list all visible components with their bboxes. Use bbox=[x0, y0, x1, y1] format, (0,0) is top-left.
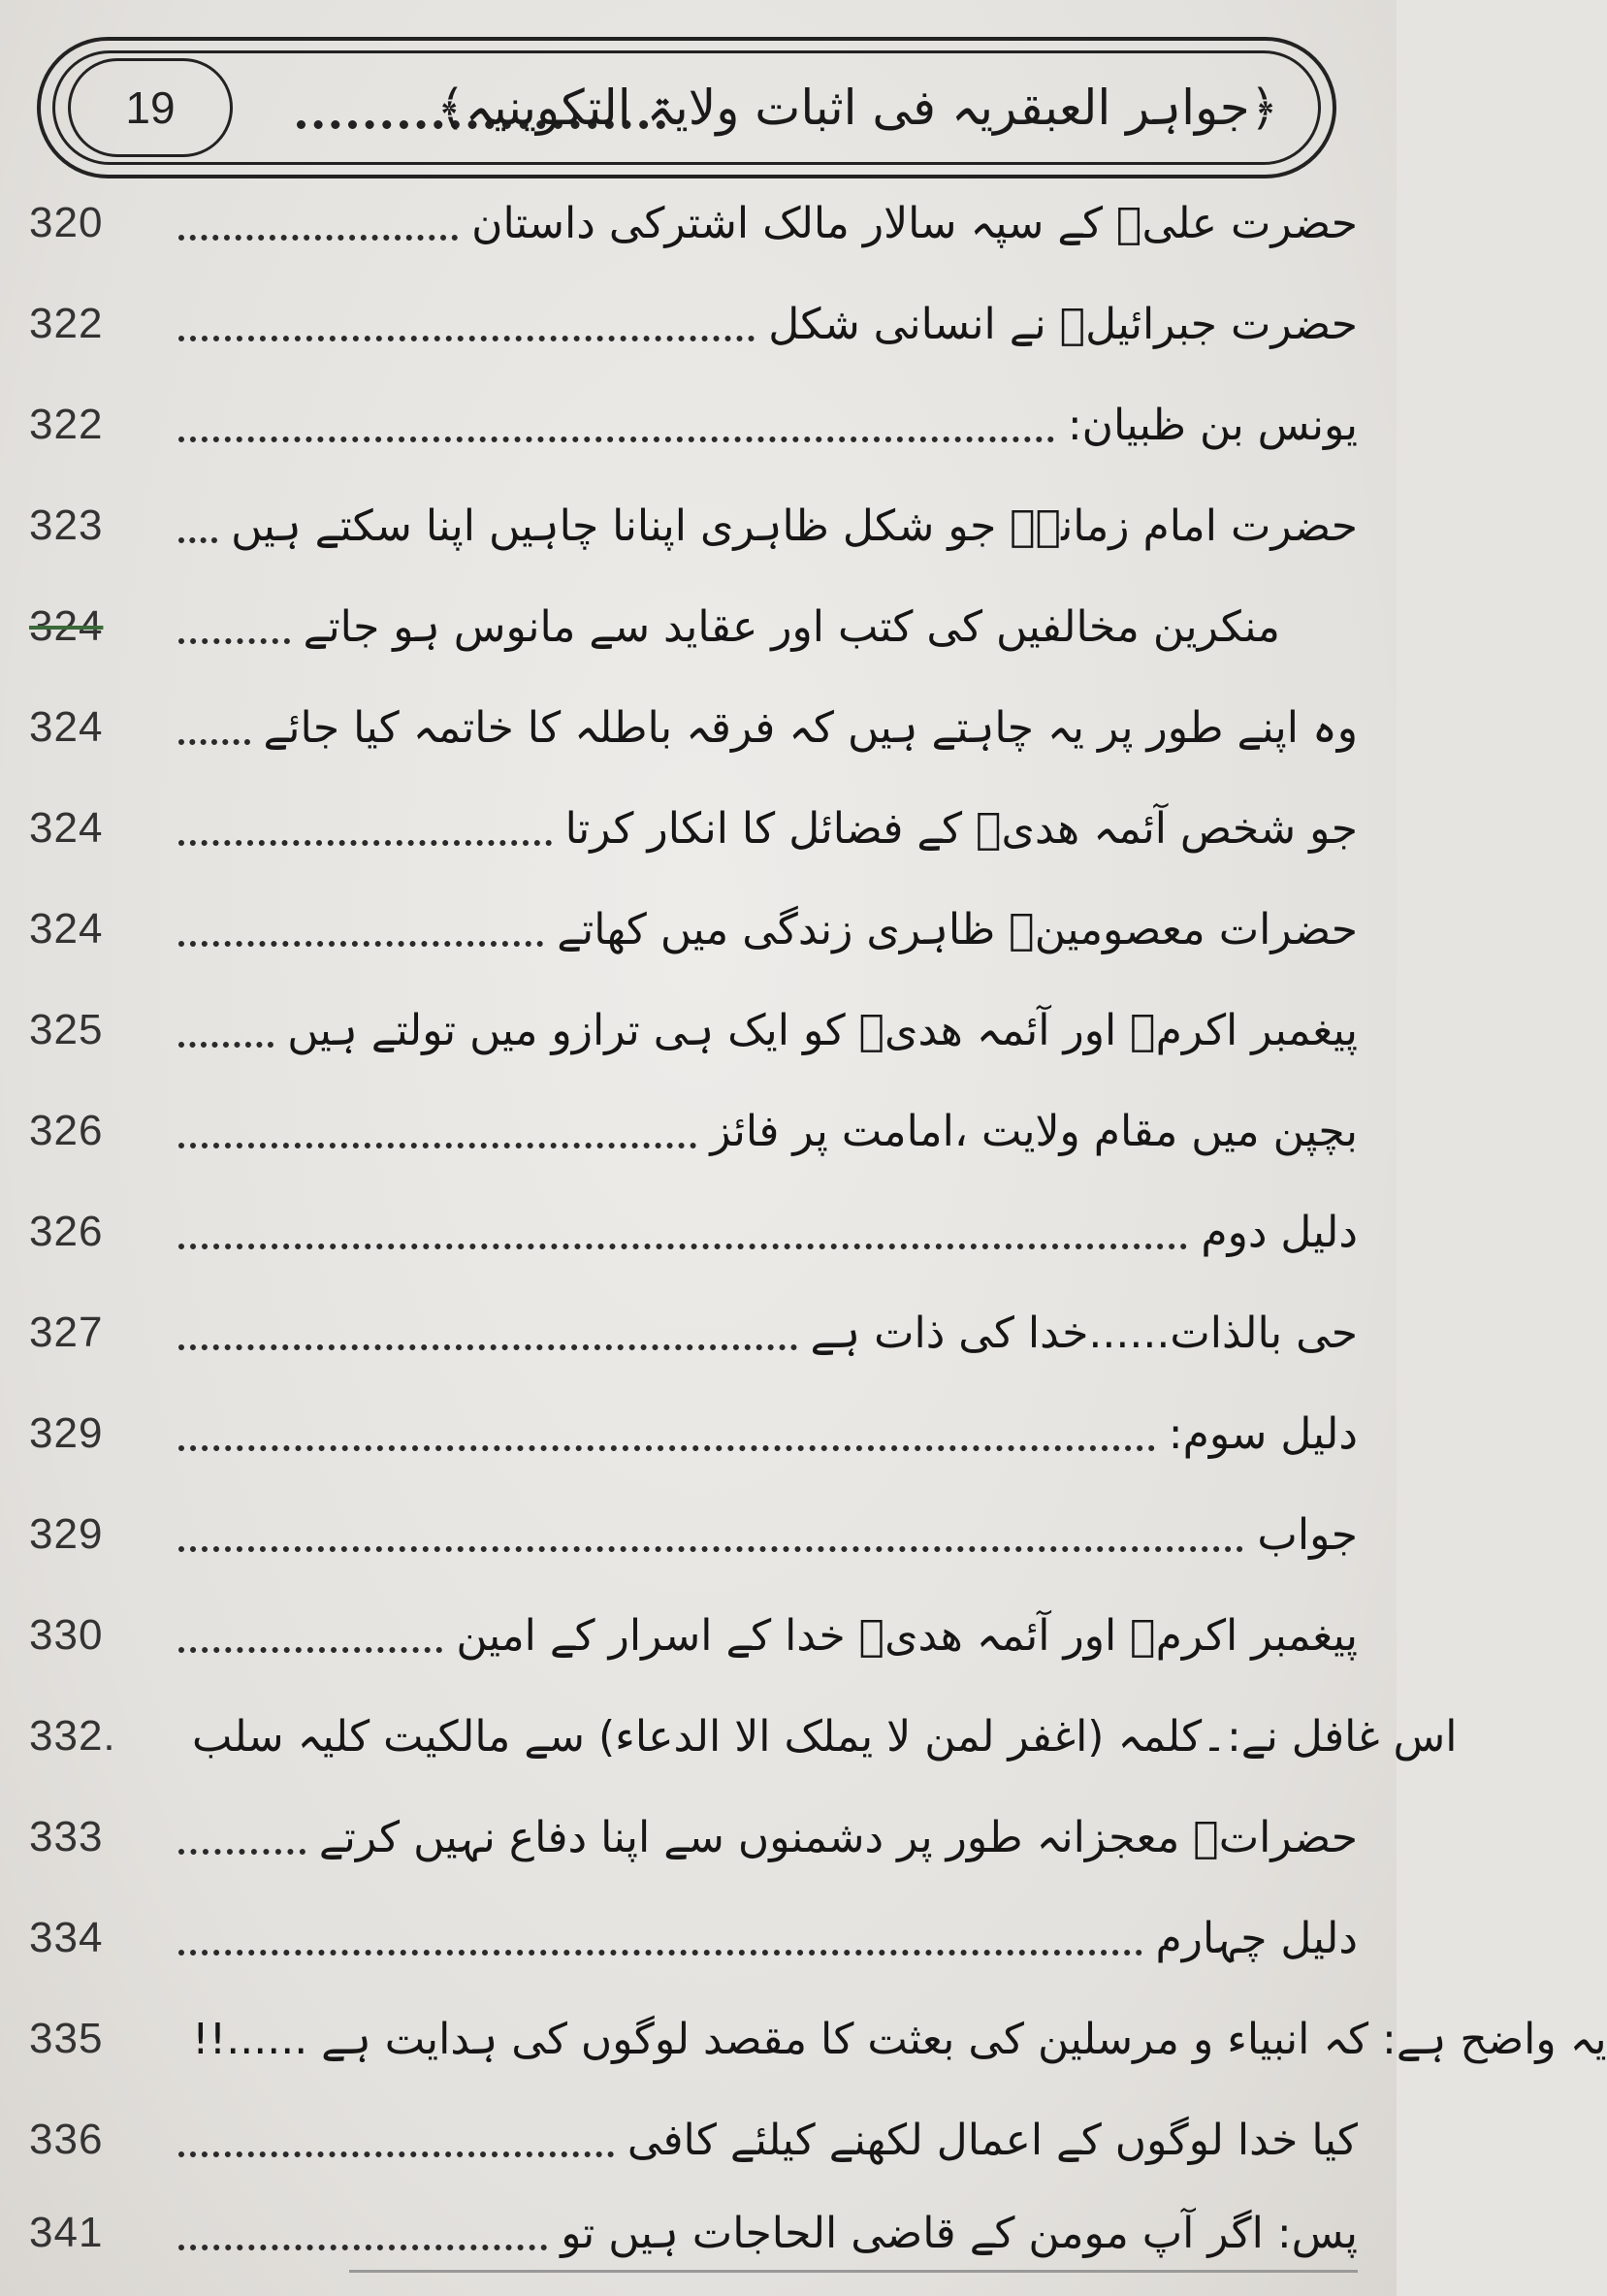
toc-page-number: 320 bbox=[29, 199, 104, 246]
book-title: ﴿جواہر العبقریہ فی اثبات ولایۃ التکوینیہ﴾ bbox=[436, 80, 1278, 136]
toc-row bbox=[29, 790, 1358, 867]
toc-entry-title: حی بالذات......خدا کی ذات ہے bbox=[810, 1308, 1358, 1358]
toc-entry-title: بچپن میں مقام ولایت ،امامت پر فائز bbox=[710, 1106, 1358, 1156]
dotted-leader bbox=[178, 537, 217, 543]
dotted-leader bbox=[178, 2151, 614, 2157]
dotted-leader bbox=[178, 1546, 1243, 1552]
toc-page-number: 325 bbox=[29, 1006, 104, 1053]
toc-row bbox=[29, 487, 1358, 565]
toc-entry-title: منکرین مخالفیں کی کتب اور عقاید سے مانوس ہو جاتے bbox=[303, 601, 1280, 652]
dotted-leader bbox=[178, 1950, 1142, 1956]
toc-row bbox=[29, 184, 1358, 262]
toc-row bbox=[29, 2101, 1358, 2179]
divider bbox=[349, 2270, 1358, 2273]
toc-row bbox=[29, 1899, 1358, 1977]
toc-row bbox=[29, 588, 1358, 665]
toc-entry-title: جواب bbox=[1257, 1509, 1358, 1560]
toc-row bbox=[29, 2000, 1607, 2078]
dotted-leader bbox=[178, 1647, 442, 1653]
dotted-leader bbox=[178, 2245, 547, 2250]
toc-entry-title: حضرت علیؑ کے سپہ سالار مالک اشترکی داستان bbox=[471, 198, 1358, 248]
toc-entry-title: جو شخص آئمہ ھدیؑ کے فضائل کا انکار کرتا bbox=[564, 803, 1358, 854]
toc-entry-title: پیغمبر اکرمؐ اور آئمہ ھدیؑ کو ایک ہی ترازو میں تولتے ہیں bbox=[287, 1005, 1358, 1055]
toc-entry-title: دلیل چہارم bbox=[1155, 1913, 1358, 1963]
toc-row bbox=[29, 1294, 1358, 1372]
toc-entry-title: یہ واضح ہے: کہ انبیاء و مرسلین کی بعثت کا مقصد لوگوں کی ہدایت ہے ......!! bbox=[192, 2014, 1607, 2064]
dotted-leader bbox=[178, 739, 250, 745]
toc-page-number: 324 bbox=[29, 905, 104, 953]
dotted-leader bbox=[178, 941, 543, 947]
toc-entry-title: دلیل سوم: bbox=[1168, 1408, 1358, 1459]
toc-entry-title: حضرت جبرائیلؑ نے انسانی شکل bbox=[768, 299, 1358, 349]
toc-page-number: 324 bbox=[29, 602, 104, 650]
toc-entry-title: حضرت امام زمانہؑ جو شکل ظاہری اپنانا چاہیں اپنا سکتے ہیں bbox=[231, 501, 1358, 551]
page-number: 19 bbox=[68, 58, 233, 157]
toc-page-number: 329 bbox=[29, 1409, 104, 1457]
toc-entry-title: حضرات معصومینؑ ظاہری زندگی میں کھاتے bbox=[557, 904, 1358, 954]
toc-page-number: 333 bbox=[29, 1813, 104, 1860]
dotted-leader bbox=[178, 437, 1054, 442]
dotted-leader bbox=[178, 1244, 1187, 1249]
toc-page-number: 327 bbox=[29, 1309, 104, 1356]
toc-page-number: 323 bbox=[29, 501, 104, 549]
toc-entry-title: پس: اگر آپ مومن کے قاضی الحاجات ہیں تو bbox=[561, 2208, 1358, 2258]
toc-page-number: 336 bbox=[29, 2116, 104, 2163]
toc-entry-title: دلیل دوم bbox=[1201, 1207, 1358, 1257]
toc-entry-title: حضراتؑ معجزانہ طور پر دشمنوں سے اپنا دفاع نہیں کرتے bbox=[318, 1812, 1358, 1862]
dotted-leader bbox=[178, 1143, 696, 1148]
toc-entry-title: یونس بن ظبیان: bbox=[1067, 400, 1358, 450]
toc-page-number: 335 bbox=[29, 2015, 104, 2062]
toc-row bbox=[29, 285, 1358, 363]
dotted-leader bbox=[178, 1042, 273, 1048]
toc-page-number: 322 bbox=[29, 401, 104, 448]
dotted-leader bbox=[178, 336, 755, 341]
toc-row bbox=[29, 1597, 1358, 1674]
toc-row bbox=[29, 1798, 1358, 1876]
dotted-leader bbox=[178, 235, 458, 241]
dotted-leader bbox=[178, 840, 552, 846]
toc-entry-title: وہ اپنے طور پر یہ چاہتے ہیں کہ فرقہ باطلہ کا خاتمہ کیا جائے bbox=[263, 702, 1358, 753]
dotted-leader bbox=[178, 1344, 797, 1350]
toc-page-number: 341 bbox=[29, 2209, 104, 2256]
toc-row bbox=[29, 1698, 1458, 1775]
toc-row bbox=[29, 991, 1358, 1069]
toc-page-number: 326 bbox=[29, 1208, 104, 1255]
toc-page-number: 324 bbox=[29, 703, 104, 751]
toc-page-number: 326 bbox=[29, 1107, 104, 1154]
toc-row bbox=[29, 1092, 1358, 1170]
toc-page-number: 334 bbox=[29, 1914, 104, 1961]
toc-row bbox=[29, 1496, 1358, 1573]
toc-page-number: 322 bbox=[29, 300, 104, 347]
toc-entry-title: اس غافل نے:۔کلمہ (اغفر لمن لا یملک الا الدعاء) سے مالکیت کلیہ سلب bbox=[192, 1711, 1458, 1762]
toc-entry-title: پیغمبر اکرمؐ اور آئمہ ھدیؑ خدا کے اسرار کے امین bbox=[456, 1610, 1358, 1661]
toc-row bbox=[29, 1395, 1358, 1472]
toc-row bbox=[29, 890, 1358, 968]
toc-row bbox=[29, 1193, 1358, 1271]
toc-row bbox=[29, 689, 1358, 766]
toc-page-number: 329 bbox=[29, 1510, 104, 1558]
toc-entry-title: کیا خدا لوگوں کے اعمال لکھنے کیلئے کافی bbox=[627, 2115, 1358, 2165]
toc-row bbox=[29, 2194, 1358, 2272]
toc-page-number: 332. bbox=[29, 1712, 116, 1760]
dotted-leader bbox=[178, 638, 290, 644]
dotted-leader bbox=[178, 1849, 305, 1855]
toc-page-number: 330 bbox=[29, 1611, 104, 1659]
dotted-leader bbox=[178, 1445, 1155, 1451]
toc-row bbox=[29, 386, 1358, 464]
toc-page-number: 324 bbox=[29, 804, 104, 852]
